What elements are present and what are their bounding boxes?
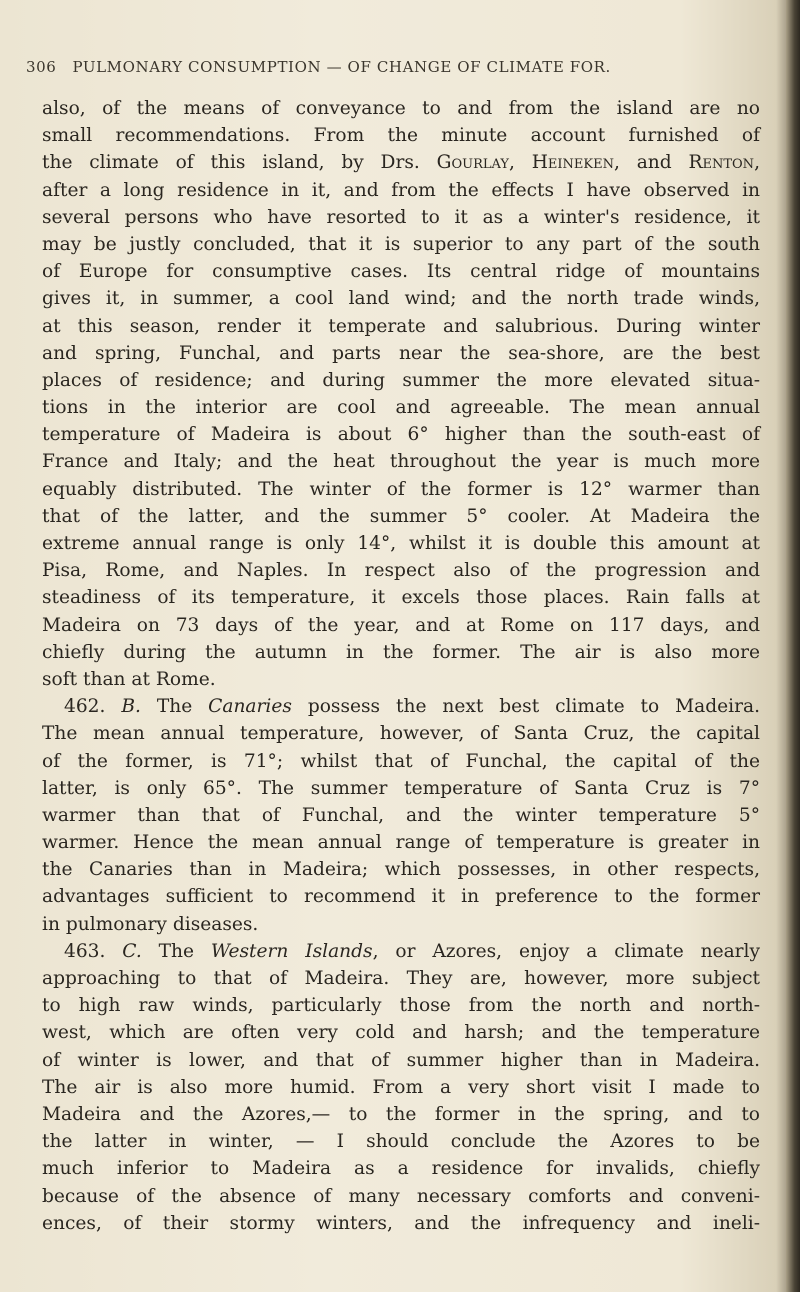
text-line: several persons who have resorted to it as a winter's residence, it — [42, 206, 760, 228]
text-line: the climate of this island, by Drs. Gourlay, Heineken, and Renton, — [42, 152, 760, 174]
text-line: temperature of Madeira is about 6° higher than the south-east of — [42, 424, 760, 446]
text-line: in pulmonary diseases. — [42, 913, 259, 935]
text-line: places of residence; and during summer the more elevated situa- — [42, 369, 760, 391]
section-letter-c: C. — [122, 940, 142, 962]
text-line: tions in the interior are cool and agreeable. The mean annual — [42, 397, 760, 419]
text-line: also, of the means of conveyance to and from the island are no — [42, 98, 760, 119]
paragraph-463-start: 463. C. The Western Islands, or Azores, enjoy a climate nearly — [64, 940, 761, 962]
text-line: of winter is lower, and that of summer higher than in Madeira. — [42, 1049, 760, 1071]
running-title: PULMONARY CONSUMPTION — OF CHANGE OF CLIMATE FOR. — [72, 58, 611, 76]
text-line: Madeira and the Azores,— to the former in the spring, and to — [42, 1103, 760, 1125]
body-text — [42, 95, 760, 1237]
text-line: warmer. Hence the mean annual range of temperature is greater in — [42, 832, 760, 854]
running-head — [26, 58, 786, 76]
text-line: chiefly during the autumn in the former. The air is also more — [42, 641, 760, 663]
page-edge-shadow — [786, 0, 800, 1292]
text-line: equably distributed. The winter of the former is 12° warmer than — [42, 478, 760, 500]
text-line: The mean annual temperature, however, of Santa Cruz, the capital — [42, 723, 760, 745]
text-line: soft than at Rome. — [42, 668, 216, 690]
term-western-islands: Western Islands — [210, 940, 373, 962]
text-line: at this season, render it temperate and salubrious. During winter — [42, 315, 760, 337]
text-line: much inferior to Madeira as a residence for invalids, chiefly — [42, 1158, 760, 1180]
text-line: west, which are often very cold and harsh; and the temperature — [42, 1022, 760, 1044]
text-line: latter, is only 65°. The summer temperature of Santa Cruz is 7° — [42, 777, 760, 799]
text-line: Pisa, Rome, and Naples. In respect also of the progression and — [42, 560, 760, 582]
text-line: gives it, in summer, a cool land wind; and the north trade winds, — [42, 288, 760, 310]
text-line: extreme annual range is only 14°, whilst it is double this amount at — [42, 533, 760, 554]
text-line: the latter in winter, — I should conclude the Azores to be — [42, 1131, 760, 1153]
text-line: of Europe for consumptive cases. Its central ridge of mountains — [42, 261, 760, 283]
text-line: The air is also more humid. From a very short visit I made to — [42, 1076, 760, 1098]
page-number: 306 — [26, 58, 57, 76]
author-gourlay: Gourlay — [436, 152, 509, 174]
paragraph-462-start: 462. B. The Canaries possess the next best climate to Madeira. — [64, 696, 760, 718]
text-line: because of the absence of many necessary comforts and conveni- — [42, 1185, 760, 1207]
text-line: approaching to that of Madeira. They are, however, more subject — [42, 968, 760, 989]
text-line: that of the latter, and the summer 5° cooler. At Madeira the — [42, 505, 760, 527]
text-line: of the former, is 71°; whilst that of Funchal, the capital of the — [42, 750, 760, 772]
text-line: to high raw winds, particularly those from the north and north- — [42, 995, 760, 1017]
text-line: Madeira on 73 days of the year, and at Rome on 117 days, and — [42, 614, 760, 636]
section-letter-b: B. — [121, 696, 141, 718]
text-line: small recommendations. From the minute account furnished of — [42, 125, 760, 147]
text-line: France and Italy; and the heat throughout the year is much more — [42, 451, 760, 473]
author-renton: Renton — [688, 152, 755, 174]
text-line: steadiness of its temperature, it excels those places. Rain falls at — [42, 587, 760, 609]
author-heineken: Heineken — [531, 152, 614, 174]
text-line: advantages sufficient to recommend it in preference to the former — [42, 886, 760, 908]
text-line: and spring, Funchal, and parts near the sea-shore, are the best — [42, 342, 760, 364]
text-line: warmer than that of Funchal, and the winter temperature 5° — [42, 804, 760, 826]
term-canaries: Canaries — [208, 696, 292, 718]
text-line: after a long residence in it, and from the effects I have observed in — [42, 179, 760, 201]
text-line: the Canaries than in Madeira; which possesses, in other respects, — [42, 859, 760, 881]
text-line: ences, of their stormy winters, and the infrequency and ineli- — [42, 1212, 760, 1234]
text-line: may be justly concluded, that it is superior to any part of the south — [42, 233, 760, 255]
